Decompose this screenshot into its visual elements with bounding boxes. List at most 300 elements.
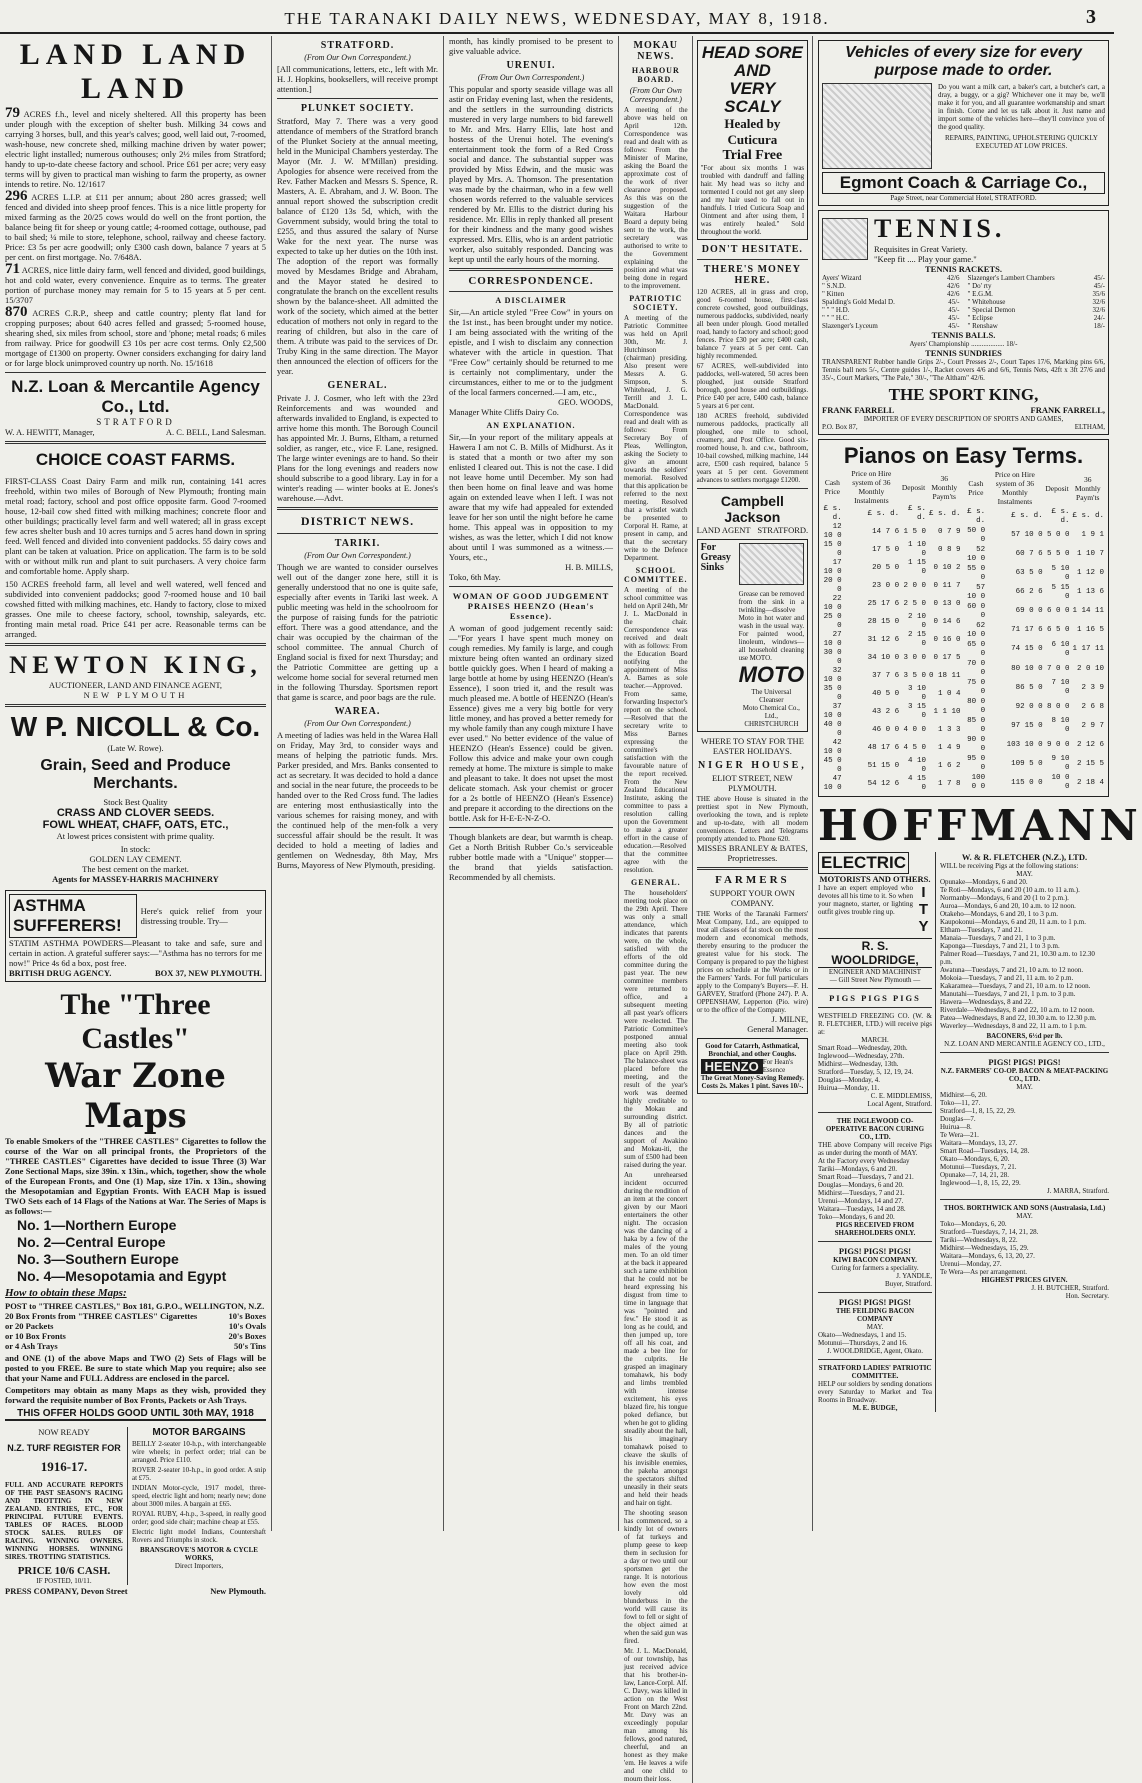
racket-name: " Kitten — [822, 290, 845, 298]
turf-title: N.Z. TURF REGISTER FOR — [7, 1443, 121, 1453]
piano-cell: 1 16 5 — [1076, 626, 1104, 635]
kiwi-heading: KIWI BACON COMPANY. — [833, 1256, 917, 1264]
mokau-general-text-4: Mr. J. L. MacDonald, of our township, has just received advice that his brother-in-law, Lance-Corpl. Alf. C. Davy, was killed in action on the West Front on March 22nd. Mr. Davy was an exceedingly popular man among his fellows, good natured, cheerful, and an honest as they make 'em. He leaves a wife and one child to mourn their loss. — [624, 1647, 688, 1783]
coach-company: Egmont Coach & Carriage Co., — [822, 172, 1105, 194]
dont-hesitate-heading: DON'T HESITATE. — [701, 244, 803, 255]
inglewood-foot: PIGS RECEIVED FROM SHAREHOLDERS ONLY. — [834, 1221, 916, 1237]
column-5 — [813, 36, 1142, 1531]
sport-name-right: FRANK FARRELL, — [1030, 405, 1105, 415]
piano-cell: 5 10 0 — [1051, 564, 1070, 582]
racket-row — [822, 314, 960, 322]
nicoll-line-8: Agents for MASSEY-HARRIS MACHINERY — [52, 874, 219, 884]
newton-king-town: NEW PLYMOUTH — [83, 690, 188, 700]
racket-row — [968, 274, 1106, 282]
piano-cell: 20 5 0 — [872, 563, 900, 572]
piano-cell: 40 5 0 — [872, 689, 900, 698]
racket-price: 32/6 — [1092, 298, 1105, 306]
cuticura-line-2: VERY SCALY — [724, 79, 781, 116]
piano-cell: 2 0 10 — [1076, 664, 1104, 673]
explanation-heading: AN EXPLANATION. — [486, 421, 576, 430]
piano-cell: 63 5 0 — [1015, 569, 1043, 578]
racket-row — [822, 322, 960, 330]
nzf-list — [940, 1091, 1109, 1187]
correspondent-line: (From Our Own Correspondent.) — [477, 73, 585, 82]
piano-cell: 4 10 0 — [908, 757, 927, 774]
schedule-item: Douglas—Mondays, 6 and 20. — [818, 1181, 904, 1189]
nicoll-late: (Late W. Rowe). — [107, 743, 164, 753]
rate-size: 50's Tins — [233, 1341, 266, 1351]
racket-name: " " " H.D. — [822, 306, 850, 314]
feilding-list — [818, 1331, 932, 1347]
piano-cell: 25 17 6 — [867, 599, 900, 608]
piano-row — [822, 505, 962, 523]
listing-number: 79 — [5, 105, 20, 121]
borthwick-month: MAY. — [1016, 1212, 1033, 1220]
nzf-heading: N.Z. FARMERS' CO-OP. BACON & MEAT-PACKING CO., LTD. — [940, 1067, 1109, 1083]
fletcher-heading: W. & R. FLETCHER (N.Z.), LTD. — [961, 852, 1088, 862]
turf-posted: IF POSTED, 10/11. — [36, 1577, 92, 1585]
racket-name: " " " H.C. — [822, 314, 850, 322]
piano-cell: 43 2 6 — [872, 707, 900, 716]
coach-text: Do you want a milk cart, a baker's cart, a butcher's cart, a dray, a buggy, or a gig? Whichever one it may be, we'll make it for you, and all guarantee workmanship and smart in finish. Come and let us talk about it. Just name and import some of the vehicles here—they'll convince you of the good quality. — [938, 83, 1105, 131]
sink-illustration-icon — [739, 543, 805, 585]
moto-ad — [697, 539, 809, 732]
racket-price: 45/- — [948, 322, 960, 330]
mokau-heading: MOKAU NEWS. — [633, 40, 678, 62]
pianos-ad — [818, 439, 1109, 797]
piano-cell: 35 0 0 — [823, 685, 842, 702]
disclaimer-heading: A DISCLAIMER — [495, 296, 567, 305]
nicoll-line-7: The best cement on the market. — [82, 864, 189, 874]
borthwick-signature: J. H. BUTCHER, Stratford. — [1031, 1284, 1109, 1292]
moto-company: Moto Chemical Co., Ltd., CHRISTCHURCH — [742, 704, 800, 728]
piano-cell: 69 0 0 — [1015, 607, 1043, 616]
plunket-text: Stratford, May 7. There was a very good attendance of members of the Stratford branch of the Plunket Society at the annual meeting, held in the Municipal Chambers yesterday. The Mayor (Mr. J. W. M'Millan) presiding. Apologies for absence were received from the Rev. Father Macken and Messrs S. Spence, R. Masters, A. E. Abraham, and J. W. Boon. The annual report showed the subscription credit balance of £120 13s 5d, which, with the Government subsidy, would bring the total to £255, and thus assured the salary of Nurse Wake for the next year. The nurse was expected to take up her duties on the 10th inst. The adoption of the report was formally moved by Mesdames Bridge and Abraham, and the Mayor stated he desired to congratulate the branch on the excellent results shown by the balance-sheet. All admitted the work of the society, which aimed at the better education of mothers not only in regard to the rearing of children, but also in the care of them. A tribute was paid to the services of Dr. Truby King in the same direction. The Mayor then announced the election of officers for the year. — [277, 116, 438, 376]
rate-item: or 4 Ash Trays — [5, 1341, 58, 1351]
rate-item: 20 Box Fronts from "THREE CASTLES" Cigarettes — [5, 1311, 198, 1321]
farmers-title: General Manager. — [747, 1024, 809, 1034]
piano-cell: 2 15 0 — [908, 631, 927, 648]
campbell-town: STRATFORD. — [757, 525, 809, 535]
cuticura-ad — [697, 40, 809, 240]
moto-name: MOTO — [738, 662, 805, 687]
fletcher-ad — [940, 852, 1109, 1412]
schedule-item: Awatuna—Tuesdays, 7 and 21, 10 a.m. to 12 noon. — [940, 966, 1084, 974]
piano-header-row — [966, 469, 1106, 507]
piano-row — [966, 507, 1106, 526]
piano-cell: 14 7 6 — [872, 527, 900, 536]
piano-cell: 52 10 0 — [967, 545, 986, 563]
nicoll-line-6: GOLDEN LAY CEMENT. — [89, 854, 182, 864]
niger-signature: MISSES BRANLEY & BATES, — [697, 843, 808, 853]
urenui-text: This popular and sporty seaside village was all astir on Friday evening last, when the residents, and the settlers in the surrounding districts mustered in very large numbers to bid farewell to Mr. and Mrs. Harry Ellis, late host and hostess of the Urenui hotel. The evening's entertainment took the form of a Red Cross social and dance. The substantial supper was provided by Miss Edwin, and the music was played by Mrs. A. Thomson. The presentation was made by the chairman, who in a few well chosen words referred to the valuable services rendered by Mr. Ellis to the district during his residence. Mr. Ellis in reply thanked all present for their kindness and the many good wishes expressed. Mrs. Ellis, who is an ardent patriotic worker, also suitably responded. Dancing was kept up until the early hours of the morning. — [449, 84, 613, 264]
castles-post: POST to "THREE CASTLES," Box 181, G.P.O., WELLINGTON, N.Z. — [5, 1301, 265, 1311]
rate-size: 10's Ovals — [228, 1321, 266, 1331]
schedule-item: Te Wera—21. — [940, 1131, 979, 1139]
racket-name: " Renshaw — [967, 322, 998, 330]
coach-line-2: purpose made to order. — [874, 62, 1053, 79]
schedule-item: Okato—Mondays, 6, 20. — [940, 1155, 1010, 1163]
school-heading: SCHOOL COMMITTEE. — [624, 566, 688, 584]
westfield-text: WESTFIELD FREEZING CO. (W. & R. FLETCHER, LTD.) will receive pigs at: — [818, 1012, 932, 1036]
map-list-item: No. 1—Northern Europe — [17, 1217, 177, 1233]
piano-row — [966, 755, 1106, 774]
piano-cell: 85 0 0 — [967, 717, 986, 735]
asthma-side: Here's quick relief from your distressing trouble. Try— — [140, 906, 262, 926]
coast-heading: CHOICE COAST FARMS. — [35, 450, 236, 469]
piano-cell: 8 10 0 — [1051, 717, 1070, 735]
inglewood-heading: THE INGLEWOOD CO-OPERATIVE BACON CURING CO., LTD. — [825, 1117, 925, 1141]
coast-text: FIRST-CLASS Coast Dairy Farm and milk run, containing 141 acres freehold, within two miles of Borough of New Plymouth; fronting main metal road; factory, school and post office opposite farm. Good 7-roomed house, 12-bail cow shed fitted with milking machines; concrete floor and other buildings; practically level farm and well watered; all in grass except few acres shelter bush and 10 acres turnips and 5 acres hand down in spring feed. Well fenced and divided into convenient paddocks. 55 dairy cows and plant can be taken at valuation. Price on application. The farm is to be sold with or without milk run and plant to suit purchasers. A very choice farm and comfortable home. Apply sharp. — [5, 476, 266, 576]
piano-cell: £ s. d. — [1051, 507, 1070, 525]
piano-cell: 2 10 0 — [908, 613, 927, 630]
tariki-text: Though we are wanted to consider ourselves well out of the danger zone here, still it is generally understood that no one is quite safe, especially after events in Tariki last week. A public meeting was held in the schoolroom for the purpose of raising funds for the patriotic effort. There was a good attendance, and the chair was occupied by the chairman of the school committee. The annual Church of England social is fixed for next Thursday; and the Patriotic Committee are getting up a welcome home social for several returned men in the following Thursday. Sportsmen report that game is scarce, and poor bags are the rule. — [277, 562, 438, 702]
piano-cell: 62 10 0 — [967, 621, 986, 639]
listing-text: ACRES f.h., level and nicely sheltered. All this property has been under plough with the exception of shelter bush. Milking 34 cows and carrying 3 horses, bull, and this year's calves; good, well laid out, 7-roomed, wash-house, new concrete shed, milking machine driven by water power; electric light installed; numerous outhouses; only 2½ miles from Stratford; handy to up-to-date cheese factory and school. Price £61 per acre; very easy terms will by given to practical man wishing to farm the property, as owner intends to retire. No. 12/1617 — [5, 109, 267, 189]
piano-cell: 32 10 0 — [823, 667, 842, 684]
stratford-listings — [697, 288, 809, 484]
schedule-item: Okato—Wednesdays, 1 and 15. — [818, 1331, 907, 1339]
sundries-heading: TENNIS SUNDRIES — [925, 348, 1002, 358]
piano-cell: 9 0 0 — [1047, 740, 1070, 749]
schedule-item: Normanby—Mondays, 6 and 20 (1 to 2 p.m.). — [940, 894, 1069, 902]
piano-cell: 5 0 0 — [1047, 531, 1070, 540]
racket-name: " E.G.M. — [967, 290, 993, 298]
heenzo-for: For Hean's Essence — [762, 1058, 793, 1074]
patriotic-heading: PATRIOTIC SOCIETY. — [629, 294, 683, 312]
asthma-text: STATIM ASTHMA POWDERS—Pleasant to take and safe, sure and certain in action. A grateful sufferer says:—"Asthma has no terrors for me now!" Price 4s 6d a box, post free. — [9, 938, 262, 968]
piano-cell: 71 17 6 — [1011, 626, 1043, 635]
piano-cell: 3 5 0 — [903, 671, 927, 680]
piano-table-right — [966, 469, 1106, 793]
racket-row — [968, 282, 1106, 290]
schedule-item: Inglewood—Wednesday, 27th. — [818, 1052, 905, 1060]
turf-year: 1916-17. — [40, 1459, 88, 1474]
mokau-text: A meeting of the above was held on April 12th. Correspondence was read and dealt with as follows: From the Minister of Marine, asking the Board the approximate cost of the work of river clearance proposed. As this was on the suggestion of the Waitara Harbour Board a deputy being sent to the work, the secretary was authorised to write to the Government explaining the position and what was being done in regard to the improvement. — [624, 106, 688, 290]
piano-cell: 74 15 0 — [1011, 645, 1043, 654]
piano-cell: 0 18 11 — [928, 671, 961, 680]
piano-cell: 22 10 0 — [823, 595, 842, 612]
loan-staff: W. A. HEWITT, Manager, A. C. BELL, Land Salesman. — [5, 427, 266, 437]
cuticura-text: "For about six months I was troubled with dandruff and falling hair. My head was so itchy and tormented I could not get any sleep and my hair used to fall out in handfuls. I tried Cuticura Soap and Ointment and after using them, I was entirely healed." Sold throughout the world. — [700, 164, 805, 236]
school-text: A meeting of the school committee was held on April 24th, Mr J. L. MacDonald in the chair. Correspondence was received and dealt with as follows: From the Education Board notifying the appointment of Miss A. Barnes as sole teacher.—Approved. From same, forwarding Inspector's report on the school.—Resolved that the secretary write to Miss Barnes expressing the committee's satisfaction with the favourable nature of the report received. From the New Zealand Educational Institute, asking the committee to pass a resolution calling upon the Government to make a greater effort in the cause of education.—Resolved that the committee agree with the resolution. — [624, 586, 688, 874]
piano-cell: 95 0 0 — [967, 755, 986, 773]
electric-ad — [818, 852, 936, 1412]
sport-sub: IMPORTER OF EVERY DESCRIPTION OF SPORTS AND GAMES, — [863, 415, 1064, 423]
cuticura-line-3: Healed by Cuticura — [724, 116, 781, 147]
castles-note: and ONE (1) of the above Maps and TWO (2) Sets of Flags will be posted to you FREE. Be sure to state which Map you require; also see that your Name and FULL Address are enclosed in the parcel. — [5, 1353, 266, 1383]
kiwi-text: Curing for farmers a speciality. — [831, 1264, 919, 1272]
district-news-heading: DISTRICT NEWS. — [300, 514, 415, 528]
pigs-row-2: PIGS! PIGS! PIGS! — [838, 1246, 912, 1256]
westfield-title: Local Agent, Stratford. — [867, 1100, 932, 1108]
piano-header: Cash Price — [824, 478, 841, 496]
piano-cell: 60 0 0 — [967, 602, 986, 620]
piano-row — [822, 703, 962, 721]
piano-row — [822, 559, 962, 577]
pigs-row-4: PIGS! PIGS! PIGS! — [988, 1057, 1061, 1067]
piano-cell: 75 0 0 — [967, 679, 986, 697]
piano-cell: 27 10 0 — [823, 631, 842, 648]
piano-cell: 2 15 5 — [1076, 759, 1104, 768]
piano-row — [822, 721, 962, 739]
listing-text: ACRES C.R.P., sheep and cattle country; plenty flat land for cropping purposes; about 640 acres felled and grassed; 5-roomed house, shearing shed, six miles from school, store and 'phone; metal roads; 6 miles from railway. Price for goodwill £3 10s per acre cost terms. Only £2,500 mortgage of £1300 on property. Owner considers exchanging for dairy land or for large block unimproved country up north. No. 15/1618 — [5, 308, 266, 368]
piano-cell: 86 5 0 — [1015, 683, 1043, 692]
piano-header-row — [822, 469, 962, 505]
piano-cell: 3 10 0 — [908, 685, 927, 702]
piano-cell: 47 10 0 — [823, 775, 842, 792]
piano-cell: 0 10 2 — [933, 563, 961, 572]
feilding-month: MAY. — [866, 1323, 884, 1331]
niger-address: ELIOT STREET, NEW PLYMOUTH. — [712, 773, 793, 793]
castles-title-1: The "Three Castles" — [60, 988, 211, 1055]
racket-price: 35/6 — [1092, 290, 1105, 298]
racket-row — [822, 290, 960, 298]
asthma-company: BRITISH DRUG AGENCY. — [9, 968, 112, 978]
racket-price: 45/- — [1093, 274, 1105, 282]
map-list-item: No. 3—Southern Europe — [17, 1251, 179, 1267]
schedule-item: Inglewood—1, 8, 15, 22, 29. — [940, 1179, 1021, 1187]
schedule-item: Opunake—7, 14, 21, 28. — [940, 1171, 1010, 1179]
motor-item: ROYAL RUBY, 4-h.p., 3-speed, in really good order; good side chair; machine cheap at £55. — [132, 1510, 266, 1526]
sport-town: ELTHAM, — [1074, 423, 1105, 431]
piano-row — [966, 640, 1106, 659]
schedule-item: Patea—Wednesdays, 8 and 22, 10.30 a.m. to 12.30 p.m. — [940, 1014, 1097, 1022]
piano-cell: 17 10 0 — [823, 559, 842, 576]
electric-ity: ITY — [915, 884, 932, 935]
piano-cell: 4 0 0 — [903, 725, 927, 734]
piano-row — [822, 739, 962, 757]
piano-cell: £ s. d. — [908, 505, 927, 522]
piano-cell: 1 13 6 — [1076, 588, 1104, 597]
piano-cell: 30 0 0 — [823, 649, 842, 666]
nicoll-line-3: FOWL WHEAT, CHAFF, OATS, ETC., — [42, 819, 229, 831]
piano-cell: 80 0 0 — [967, 698, 986, 716]
tennis-ad — [818, 210, 1109, 435]
piano-cell: 25 0 0 — [823, 613, 842, 630]
coach-ad — [818, 40, 1109, 206]
farmers-sub: SUPPORT YOUR OWN COMPANY. — [709, 888, 795, 908]
piano-cell: 57 10 0 — [1011, 531, 1043, 540]
schedule-item: Tariki—Wednesdays, 8, 22. — [940, 1236, 1018, 1244]
piano-row — [966, 526, 1106, 545]
turf-town: New Plymouth. — [210, 1586, 266, 1596]
piano-cell: 28 15 0 — [867, 617, 900, 626]
asthma-ad — [5, 890, 266, 982]
plunket-heading: PLUNKET SOCIETY. — [300, 103, 415, 114]
stratford-listing: 120 ACRES, all in grass and crop, good 6-roomed house, first-class concrete cowshed, good outbuildings, numerous paddocks, subdivided, nearly all been under plough. Good metalled road, handy to factory and school; good fences. Price £30 per acre; £400 cash, balance 7 years at 5 per cent. Can highly recommended. — [696, 288, 809, 360]
piano-cell: 70 0 0 — [967, 660, 986, 677]
schedule-item: Midhirst—Tuesdays, 7 and 21. — [818, 1189, 905, 1197]
schedule-item: Tariki—Mondays, 6 and 20. — [818, 1165, 898, 1173]
schedule-item: Kaupokonui—Mondays, 6 and 20, 11 a.m. to 1 p.m. — [940, 918, 1086, 926]
rate-item: or 20 Packets — [5, 1321, 54, 1331]
coast-text-2: 150 ACRES freehold farm, all level and well watered, well fenced and subdivided into convenient paddocks; good 7-roomed house and 10 bail cowshed fitted with milking machines, etc. Handy to factory, close to mixed grasses. One mile to cheese factory, school, township, saleyards, etc. fronting main metal road. Price £41 per acre. Reasonable terms can be arranged. — [5, 579, 266, 639]
piano-cell: 31 12 6 — [867, 635, 900, 644]
schedule-item: Toko—Mondays, 6 and 20. — [818, 1213, 895, 1221]
urenui-heading: URENUI. — [506, 60, 556, 71]
map-list-item: No. 4—Mesopotamia and Egypt — [17, 1268, 227, 1284]
land-listing — [5, 304, 266, 368]
rate-row — [5, 1321, 266, 1331]
farmers-text: THE Works of the Taranaki Farmers' Meat Company, Ltd., are equipped to treat all classes of fat stock on the most modern and economical methods, thereby ensuring to the producer the greatest value for his stock. The Company is prepared to pay the highest prices on schedule at the Works or in the Farmers' Yards. For full particulars apply to the Company's Buyers—F. H. GARVEY, Stratford (Phone 247). P. A. OPPENSHAW, Lepperton (Pio. wire) or to the office of the Company. — [696, 910, 809, 1014]
land-listing — [5, 105, 267, 189]
mokau-general-heading: GENERAL. — [631, 878, 681, 887]
schedule-item: Stratford—1, 8, 15, 22, 29. — [940, 1107, 1016, 1115]
schedule-item: Huirua—Monday, 11. — [818, 1084, 880, 1092]
farmers-signature: J. MILNE, — [771, 1014, 809, 1024]
coach-address: Page Street, near Commercial Hotel, STRATFORD. — [890, 194, 1037, 202]
racket-row — [822, 306, 960, 314]
piano-header: Deposit — [1045, 483, 1069, 493]
column-4 — [619, 36, 813, 1783]
loan-town: STRATFORD — [96, 417, 175, 427]
piano-cell: 2 5 0 — [903, 599, 927, 608]
money-heading: THERE'S MONEY HERE. — [703, 264, 801, 286]
piano-cell: 20 0 0 — [823, 577, 842, 594]
racket-price: 24/- — [1093, 314, 1105, 322]
carriage-illustration-icon — [822, 83, 932, 169]
schedule-item: Smart Road—Wednesday, 20th. — [818, 1044, 908, 1052]
racket-row — [968, 306, 1106, 314]
piano-row — [822, 523, 962, 541]
piano-cell: 46 0 0 — [872, 725, 900, 734]
piano-row — [966, 659, 1106, 678]
piano-cell: 34 10 0 — [867, 653, 900, 662]
pigs-row-3: PIGS! PIGS! PIGS! — [838, 1297, 912, 1307]
schedule-item: At the Factory every Wednesday — [818, 1157, 910, 1165]
piano-row — [822, 685, 962, 703]
piano-cell: 48 17 6 — [867, 743, 900, 752]
schedule-item: Midhirst—6, 20. — [940, 1091, 987, 1099]
correspondence-heading: CORRESPONDENCE. — [468, 275, 594, 287]
racket-price: 18/- — [1093, 322, 1105, 330]
racket-row — [968, 290, 1106, 298]
racket-price: 45/- — [948, 306, 960, 314]
fletcher-month: MAY. — [1016, 870, 1033, 878]
piano-row — [822, 631, 962, 649]
turf-register-ad — [5, 1427, 123, 1585]
piano-cell: £ s. d. — [1072, 512, 1104, 521]
baconers-line: BACONERS, 6½d per lb. — [986, 1032, 1063, 1040]
racket-name: " S.N.D. — [822, 282, 846, 290]
listing-number: 870 — [5, 304, 28, 320]
nicoll-line-2: CRASS AND CLOVER SEEDS. — [56, 807, 215, 819]
schedule-item: Waitara—Mondays, 13, 27. — [940, 1139, 1018, 1147]
piano-header: Deposit — [901, 482, 926, 492]
schedule-item: Kakaramea—Tuesdays, 7 and 21, 10 a.m. to 12 noon. — [940, 982, 1091, 990]
correspondent-line: (From Our Own Correspondent.) — [304, 719, 411, 728]
piano-cell: 0 8 9 — [937, 545, 961, 554]
feilding-heading: THE FEILDING BACON COMPANY — [835, 1307, 915, 1323]
heenzo-foot: The Great Money-Saving Remedy. Costs 2s. Makes 1 pint. Saves 10/-. — [700, 1074, 805, 1090]
piano-row — [966, 736, 1106, 755]
stratford-note: [All communications, letters, etc., left with Mr. H. J. Hopkins, booksellers, will receive prompt attention.] — [277, 64, 438, 94]
piano-cell: 10 0 0 — [1051, 774, 1070, 792]
campbell-jackson: Campbell Jackson — [720, 493, 784, 525]
newton-king-name: NEWTON KING, — [9, 652, 262, 679]
piano-cell: 55 0 0 — [967, 564, 986, 582]
map-list-item: No. 2—Central Europe — [17, 1234, 166, 1250]
moto-sub: The Universal Cleanser — [751, 688, 792, 704]
piano-cell: 1 1 10 — [933, 707, 961, 716]
piano-cell: 2 0 0 — [903, 581, 927, 590]
piano-cell: 5 5 0 — [1047, 550, 1070, 559]
piano-cell: 5 15 0 — [1051, 583, 1070, 601]
mokau-news — [624, 36, 693, 1783]
nzf-signature: J. MARRA, Stratford. — [1046, 1187, 1109, 1195]
westfield-month: MARCH. — [861, 1036, 889, 1044]
letter-1-signature: GEO. WOODS, — [558, 397, 613, 407]
motor-heading: MOTOR BARGAINS — [152, 1427, 246, 1438]
kiwi-signature: J. YANDLE, — [896, 1272, 932, 1280]
coach-line-1: Vehicles of every size for every — [845, 44, 1082, 61]
fletcher-list — [940, 878, 1109, 1030]
piano-row — [966, 564, 1106, 583]
stratford-listing: 180 ACRES freehold, subdivided numerous paddocks, practically all ploughed, one mile to school, creamery, and Post Office. Good six-roomed house, h. and c.w., bathroom, 10-bail cowshed, milking machine, 144 acre, £500 cash required, balance 5 years at 5 per cent. Government advances to settlers mortgage £1200. — [696, 412, 809, 484]
tariki-heading: TARIKI. — [334, 538, 381, 549]
stratford-heading: STRATFORD. — [320, 40, 395, 51]
motor-item: BEILLY 2-seater 10-h.p., with interchangeable wire wheels; in perfect order; trial can be arranged. Price £110. — [132, 1440, 266, 1464]
turf-publisher: PRESS COMPANY, Devon Street — [5, 1586, 128, 1596]
newspaper-title: THE TARANAKI DAILY NEWS, WEDNESDAY, MAY 8, 1918. — [284, 9, 830, 28]
piano-header: Price on Hire system of 36 Monthly Instalments — [994, 470, 1035, 507]
piano-cell: 0 14 6 — [933, 617, 961, 626]
correspondent-line: (From Our Own Correspondent.) — [629, 86, 682, 104]
piano-row — [966, 621, 1106, 640]
campbell-sub: LAND AGENT — [696, 525, 751, 535]
schedule-item: Manutahi—Tuesdays, 7 and 21, 1 p.m. to 3 p.m. — [940, 990, 1076, 998]
schedule-item: Opunake—Mondays, 6 and 20. — [940, 878, 1028, 886]
page-number: 3 — [1086, 6, 1096, 28]
piano-cell: 60 7 6 — [1015, 550, 1043, 559]
piano-table-left — [822, 469, 962, 793]
cuticura-line-4: Trial Free — [722, 148, 783, 163]
mokau-general-text-3: The shooting season has commenced, so a kindly lot of owners of fat turkeys and plump geese to keep them in seclusion for a day or two until our sportsmen get the range. It is notorious how even the most lovely old blunderbuss in the world will cause its fowl to fell or sight of the object aimed at when the said gun was fired. — [624, 1509, 688, 1645]
letter-2: Sir,—In your report of the military appeals at Hawera I am not C. B. Mills of Midhurst. As it is stated that a month or two after my son enlisted I cleared out. This is not the case. I did not leave home until December. My son had then been home on final leave and was home again on extended leave when I left. I was not aware that my wife had appealed for extended leave for her son until the night before he came home. This appeal was in opposition to my wishes, as was the letter, which I did not know about until I was summoned as a witness.—Yours, etc., — [449, 432, 613, 562]
castles-rates — [5, 1311, 266, 1351]
westfield-list — [818, 1044, 932, 1092]
schedule-item: Eltham—Tuesdays, 7 and 21. — [940, 926, 1023, 934]
moto-for: For Greasy Sinks — [700, 542, 731, 573]
racket-price: 45/- — [948, 298, 960, 306]
piano-row — [966, 717, 1106, 736]
schedule-item: Smart Road—Tuesdays, 7 and 21. — [818, 1173, 914, 1181]
piano-cell: £ s. d. — [967, 507, 986, 525]
schedule-item: Mokoia—Tuesdays, 7 and 21, 11 a.m. to 2 p.m. — [940, 974, 1074, 982]
castles-title-2: War Zone Maps — [45, 1056, 226, 1136]
tennis-player-icon — [822, 218, 868, 260]
wooldridge-sub: ENGINEER AND MACHINIST — [828, 968, 922, 976]
piano-row — [822, 595, 962, 613]
piano-row — [822, 541, 962, 559]
racket-row — [822, 282, 960, 290]
borthwick-secretary: Hon. Secretary. — [1065, 1292, 1109, 1300]
schedule-item: Urenui—Mondays, 14 and 27. — [818, 1197, 904, 1205]
piano-cell: 1 9 1 — [1081, 531, 1104, 540]
racket-price: 45/- — [1093, 282, 1105, 290]
asthma-box: BOX 37, NEW PLYMOUTH. — [155, 968, 262, 978]
schedule-item: Huirua—8. — [940, 1123, 972, 1131]
piano-cell: 1 12 0 — [1076, 569, 1104, 578]
hoffmann-banner: HOFFMANN — [818, 801, 1142, 850]
listing-text: ACRES L.I.P. at £11 per annum; about 280 acres grassed; well fenced and divided into sheep proof fences. This is a nice little property for mixed farming as the 20/25 cows would do well on the front portion, the balance being fit for sheep or young cattle; 4-roomed cottage, outhouse, pad to bail shed; ¼ mile to store, telephone, school, railway and cheese factory. Price: £3 5s per acre goodwill; only £300 cash down, balance 7 years at 5 per cent. on first mortgage. No. 7/648A. — [5, 192, 267, 262]
tennis-sub-1: Requisites in Great Variety. — [874, 244, 968, 254]
cuticura-line-1: HEAD SORE AND — [701, 43, 803, 80]
schedule-item: Otakeho—Mondays, 6 and 20, 1 to 3 p.m. — [940, 910, 1059, 918]
baconers-company: N.Z. LOAN AND MERCANTILE AGENCY CO., LTD., — [944, 1040, 1105, 1048]
racket-price: 42/6 — [947, 274, 960, 282]
